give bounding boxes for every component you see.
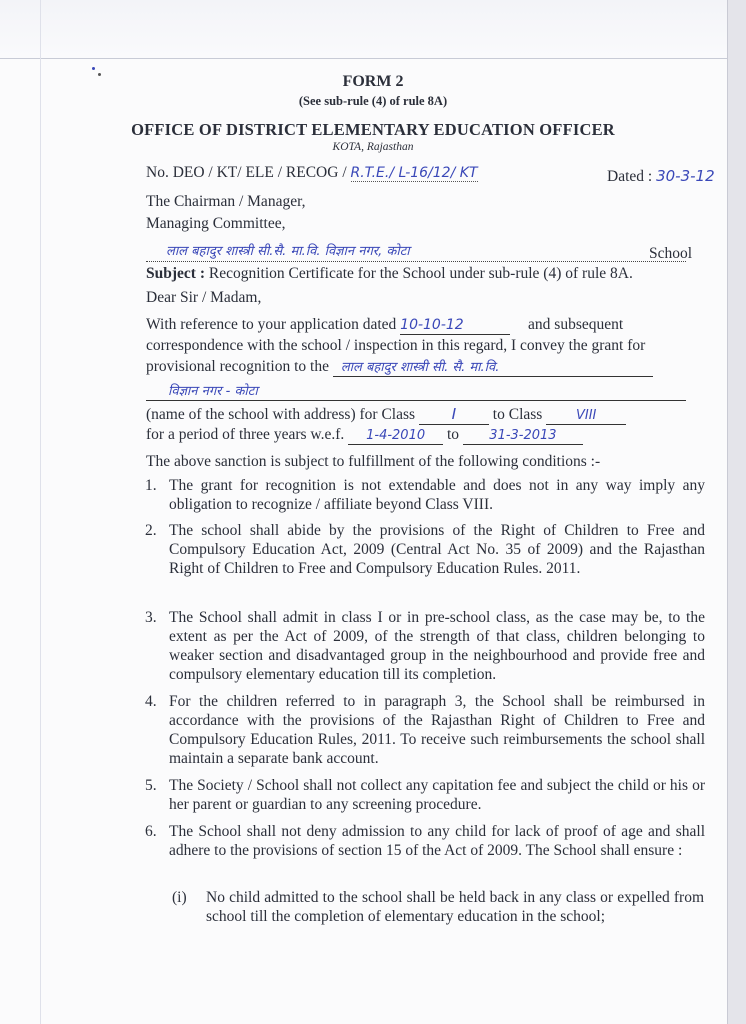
body-p1-line3: provisional recognition to the — [146, 358, 329, 375]
period-to: 31-3-2013 — [489, 428, 557, 443]
condition-number: 6. — [145, 823, 157, 840]
sub-condition-text: No child admitted to the school shall be held back in any class or expelled from school till the completion of elementary education in the school; — [206, 889, 704, 925]
school-address-handwritten: विज्ञान नगर - कोटा — [168, 384, 258, 399]
class-line — [146, 405, 626, 425]
office-heading: OFFICE OF DISTRICT ELEMENTARY EDUCATION OFFICER — [131, 120, 615, 139]
to-class-label: to Class — [492, 406, 543, 423]
form-title: FORM 2 — [342, 73, 404, 90]
school-suffix: School — [649, 245, 693, 262]
form-subtitle: (See sub-rule (4) of rule 8A) — [298, 94, 448, 108]
addressee-line-1: The Chairman / Manager, — [146, 193, 306, 210]
subject-label: Subject : — [146, 265, 205, 282]
condition-number: 5. — [145, 777, 157, 794]
subject-text: Recognition Certificate for the School under sub-rule (4) of rule 8A. — [208, 265, 633, 282]
condition-text: The Society / School shall not collect any capitation fee and subject the child or his or her parent or guardian to any screening procedure. — [169, 777, 705, 813]
body-p1-part1: With reference to your application dated — [146, 316, 397, 333]
school-address-field — [146, 381, 686, 401]
reference-number — [146, 164, 478, 182]
period-label: for a period of three years w.e.f. — [146, 426, 345, 443]
sub-condition-number: (i) — [172, 889, 187, 906]
condition-text: The School shall not deny admission to any child for lack of proof of age and shall adhere to the provisions of section 15 of the Act of 2009. The School shall ensure : — [169, 823, 705, 859]
body-line-3 — [146, 357, 653, 377]
addressee-line-2: Managing Committee, — [146, 215, 286, 232]
class-from: I — [451, 405, 457, 423]
school-name-field — [333, 357, 653, 377]
condition-text: The school shall abide by the provisions of the Right of Children to Free and Compulsory Education Act, 2009 (Central Act No. 35 of 2009) and the Rajasthan Right of Children to Free and Compulsory Education Rules. 2011. — [169, 522, 705, 577]
condition-number: 3. — [145, 609, 157, 626]
condition-text: The grant for recognition is not extendable and does not in any way imply any obligation to recognize / affiliate beyond Class VIII. — [169, 477, 705, 513]
body-line-2: correspondence with the school / inspection in this regard, I convey the grant for — [146, 337, 646, 354]
condition-item — [145, 776, 705, 814]
condition-number: 4. — [145, 693, 157, 710]
condition-item — [145, 692, 705, 768]
class-to-field — [546, 406, 626, 425]
conditions-intro: The above sanction is subject to fulfillment of the following conditions :- — [146, 453, 601, 470]
period-to-label: to — [447, 426, 460, 443]
period-from-field — [348, 426, 443, 445]
condition-item — [145, 521, 705, 578]
condition-number: 1. — [145, 477, 157, 494]
ink-speck — [98, 73, 101, 76]
application-date: 10-10-12 — [400, 317, 464, 333]
condition-item — [145, 822, 705, 860]
school-line — [146, 243, 686, 262]
left-margin-fold — [0, 0, 41, 1024]
dated-value: 30-3-12 — [656, 167, 715, 185]
reference-handwritten: R.T.E./ L-16/12/ KT — [350, 165, 478, 181]
right-edge-shadow — [727, 0, 746, 1024]
reference-prefix: No. DEO / KT/ ELE / RECOG / — [146, 164, 347, 181]
school-name-handwritten: लाल बहादुर शास्त्री सी. सै. मा.वि. — [340, 360, 500, 375]
period-from: 1-4-2010 — [366, 428, 426, 443]
condition-number: 2. — [145, 522, 157, 539]
name-note: (name of the school with address) for Class — [146, 406, 416, 423]
period-to-field — [463, 426, 583, 445]
body-p1-part2: and subsequent — [528, 316, 624, 333]
ink-speck — [92, 67, 95, 70]
application-date-field — [400, 316, 510, 335]
dated-label: Dated : — [607, 168, 653, 185]
condition-item — [145, 608, 705, 684]
sub-condition-item — [172, 888, 704, 926]
dated-field — [607, 167, 715, 186]
class-to: VIII — [576, 408, 597, 423]
top-fold — [0, 0, 746, 59]
salutation: Dear Sir / Madam, — [146, 289, 262, 306]
office-location: KOTA, Rajasthan — [332, 141, 414, 153]
period-line — [146, 426, 583, 445]
class-from-field — [419, 405, 489, 425]
condition-text: For the children referred to in paragraph 3, the School shall be reimbursed in accordance with the provisions of the Rajasthan Right of Children to Free and Compulsory Education Rules, 2011. To receive such reimbursements the school shall maintain a separate bank account. — [169, 693, 705, 767]
condition-text: The School shall admit in class I or in pre-school class, as the case may be, to the extent as per the Act of 2009, of the strength of that class, children belonging to weaker section and disadvantaged group in the neighbourhood and provide free and compulsory elementary education till its completion. — [169, 609, 705, 683]
subject-line — [146, 265, 633, 283]
school-handwritten: लाल बहादुर शास्त्री सी.सै. मा.वि. विज्ञान नगर, कोटा — [166, 244, 410, 259]
condition-item — [145, 476, 705, 514]
body-line-1 — [146, 316, 623, 335]
